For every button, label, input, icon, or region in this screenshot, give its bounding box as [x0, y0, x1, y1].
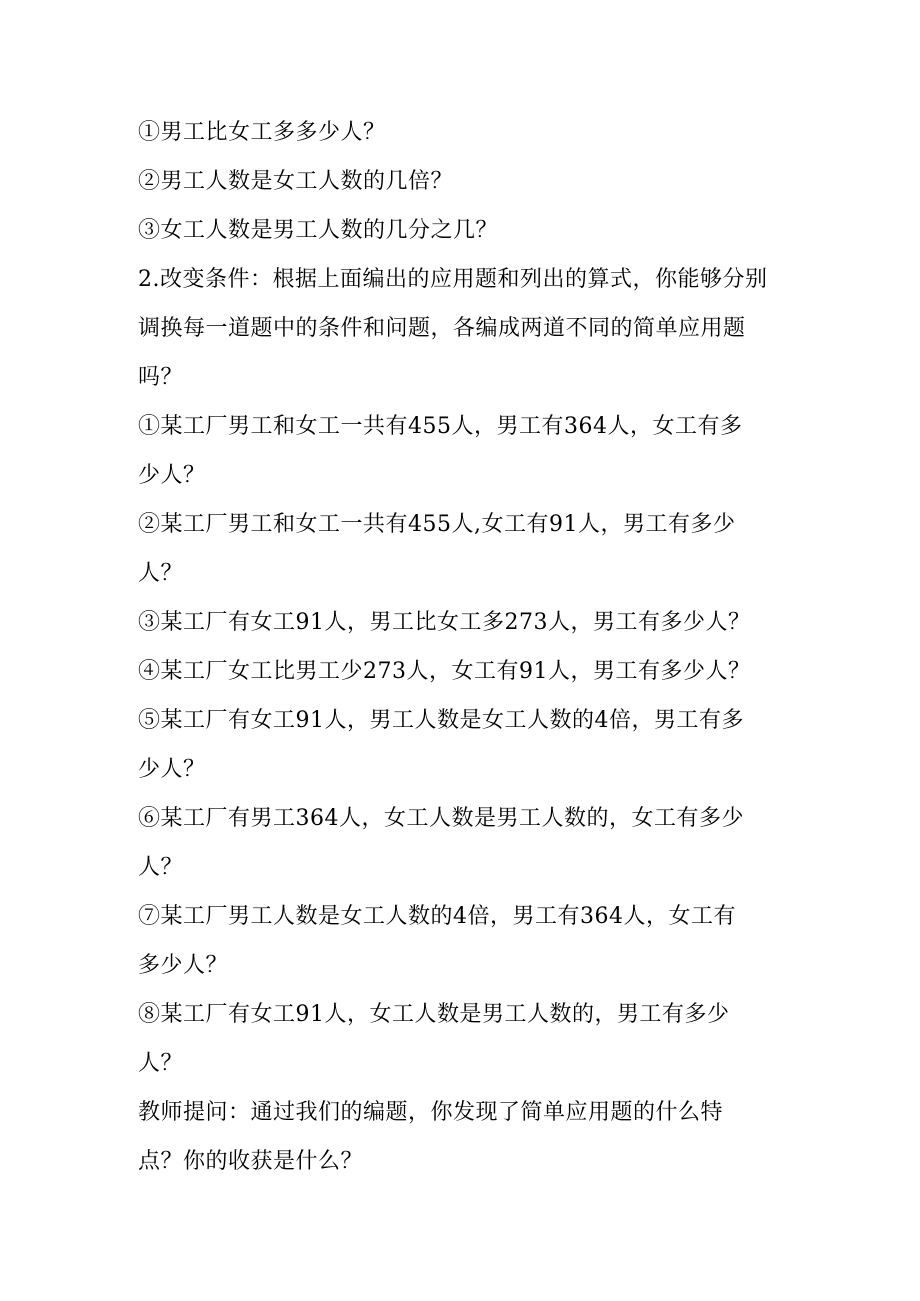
problem-2-line: ②某工厂男工和女工一共有455人,女工有91人，男工有多少 — [138, 512, 736, 537]
section-2-text-line: 调换每一道题中的条件和问题，各编成两道不同的简单应用题 — [138, 316, 746, 341]
problem-5-cont-line: 少人？ — [138, 757, 206, 782]
teacher-question-line: 教师提问：通过我们的编题，你发现了简单应用题的什么特 — [138, 1100, 724, 1125]
problem-4-line: ④某工厂女工比男工少273人，女工有91人，男工有多少人？ — [138, 659, 751, 684]
question-1-line: ①男工比女工多多少人？ — [138, 120, 386, 145]
question-3-line: ③女工人数是男工人数的几分之几？ — [138, 218, 499, 243]
section-2-heading-line: 2.改变条件：根据上面编出的应用题和列出的算式，你能够分别 — [138, 267, 768, 292]
problem-2-cont-line: 人？ — [138, 561, 184, 586]
section-2-text-end-line: 吗？ — [138, 365, 184, 390]
problem-8-line: ⑧某工厂有女工91人，女工人数是男工人数的，男工有多少 — [138, 1002, 730, 1027]
problem-6-line: ⑥某工厂有男工364人，女工人数是男工人数的，女工有多少 — [138, 806, 744, 831]
problem-1-line: ①某工厂男工和女工一共有455人，男工有364人，女工有多 — [138, 414, 743, 439]
teacher-question-cont-line: 点？你的收获是什么？ — [138, 1149, 364, 1174]
problem-1-cont-line: 少人？ — [138, 463, 206, 488]
problem-8-cont-line: 人？ — [138, 1051, 184, 1076]
problem-7-cont-line: 多少人？ — [138, 953, 229, 978]
question-2-line: ②男工人数是女工人数的几倍？ — [138, 169, 454, 194]
document-body — [138, 108, 798, 1186]
problem-7-line: ⑦某工厂男工人数是女工人数的4倍，男工有364人，女工有 — [138, 904, 736, 929]
problem-6-cont-line: 人？ — [138, 855, 184, 880]
problem-5-line: ⑤某工厂有女工91人，男工人数是女工人数的4倍，男工有多 — [138, 708, 744, 733]
problem-3-line: ③某工厂有女工91人，男工比女工多273人，男工有多少人？ — [138, 610, 751, 635]
